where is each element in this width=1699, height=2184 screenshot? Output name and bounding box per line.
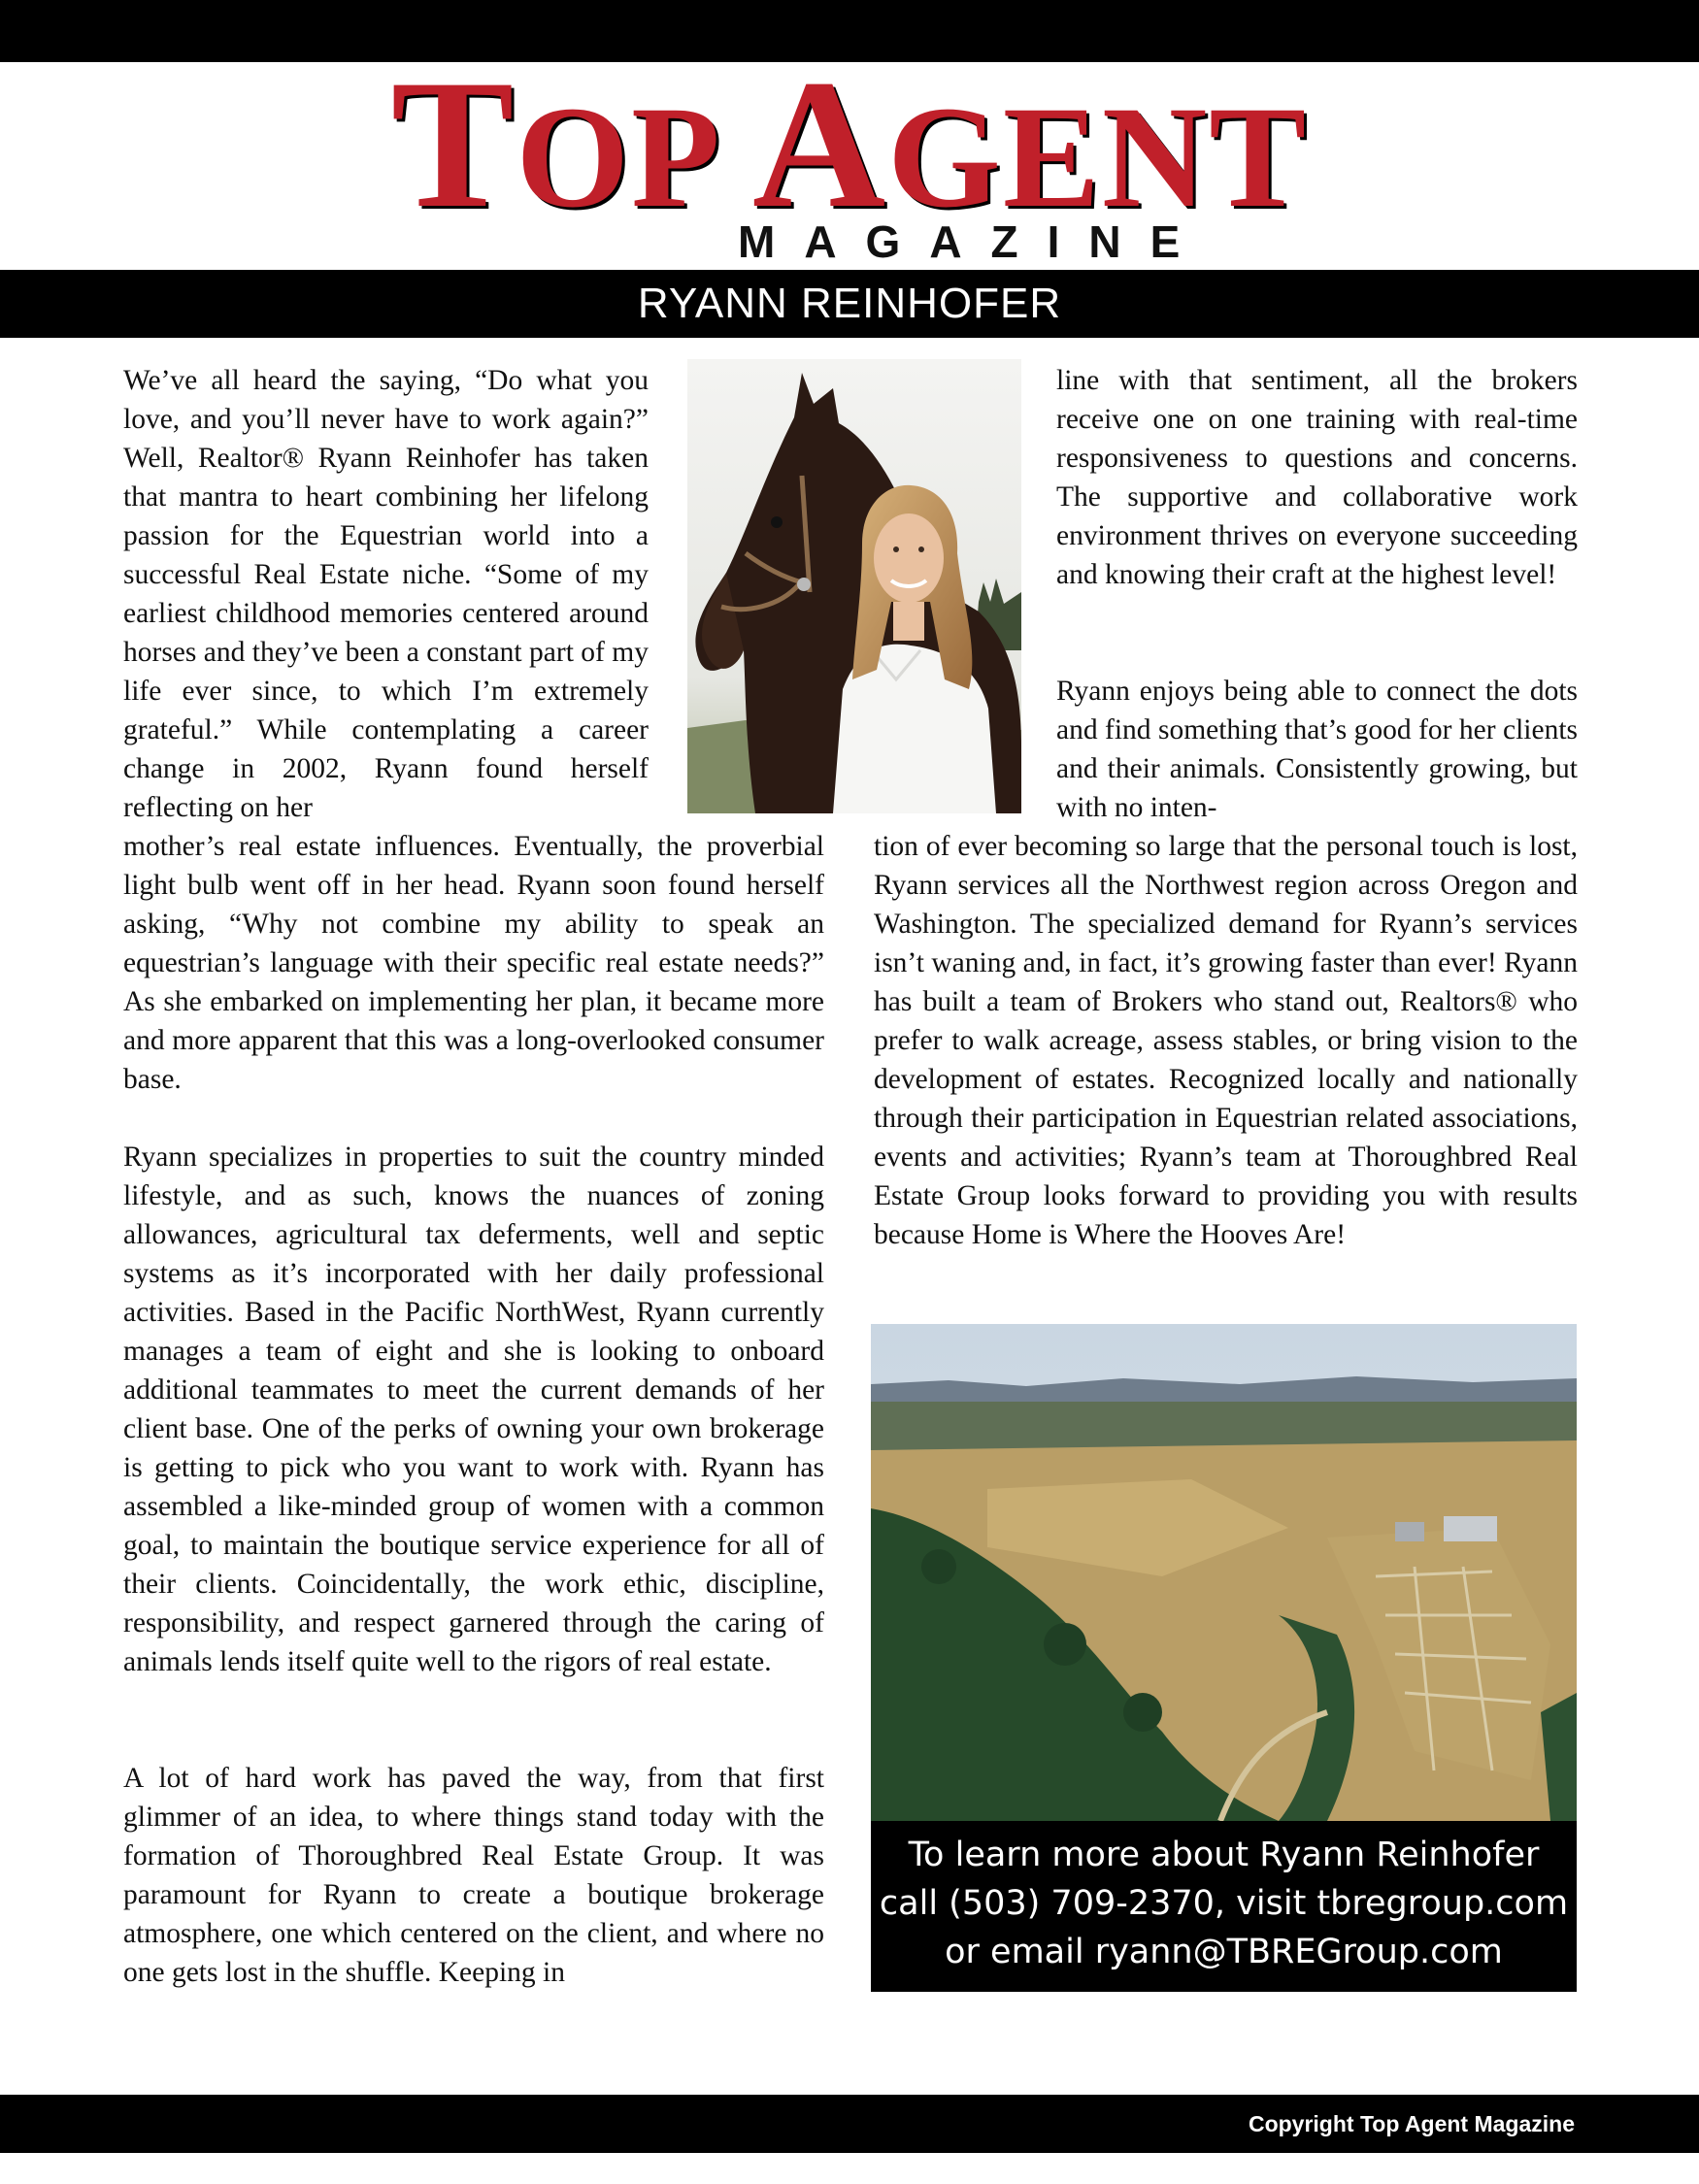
masthead <box>0 43 1699 267</box>
aerial-farm-image <box>871 1324 1577 1821</box>
contact-line-1: To learn more about Ryann Reinhofer <box>908 1836 1540 1874</box>
contact-info-box <box>871 1821 1577 1992</box>
aerial-farm-photo <box>871 1324 1577 1821</box>
article-col2-p2-wide: tion of ever becoming so large that the personal touch is lost, Ryann services all the Northwest region across Oregon and Washington. The specialized demand for Ryann’s services isn’t waning and, in fact, it’s growing faster than ever! Ryann has built a team of Brokers who stand out, Realtors® who prefer to walk acreage, assess stables, or bring vision to the development of estates. Recognized locally and nationally through their participation in Equestrian related associations, events and activities; Ryann’s team at Thoroughbred Real Estate Group looks forward to providing you with results because Home is Where the Hooves Are! <box>874 831 1578 1250</box>
article-col1-p2: Ryann specializes in properties to suit the country minded lifestyle, and as such, knows the nuances of zoning allowances, agricultural tax deferments, well and septic systems as it’s incorporated with her daily professional activities. Based in the Pacific NorthWest, Ryann currently manages a team of eight and she is looking to onboard additional teammates to meet the current demands of her client base. One of the perks of owning your own brokerage is getting to pick who you want to work with. Ryann has assembled a like-minded group of women with a common goal, to maintain the boutique service experience for all of their clients. Coincidentally, the work ethic, discipline, responsibility, and respect garnered through the caring of animals lends itself quite well to the rigors of real estate. <box>123 1142 824 1677</box>
article-col2-p2-top: Ryann enjoys being able to connect the dots and find something that’s good for her clients and their animals. Consistently growing, but with no inten- <box>1056 676 1578 823</box>
magazine-logo-subtitle: MAGAZINE <box>738 216 1210 267</box>
article-col1-p3: A lot of hard work has paved the way, from that first glimmer of an idea, to where things stand today with the formation of Thoroughbred Real Estate Group. It was paramount for Ryann to create a boutique brokerage atmosphere, one which centered on the client, and where no one gets lost in the shuffle. Keeping in <box>123 1763 824 1988</box>
copyright-text: Copyright Top Agent Magazine <box>1248 2111 1575 2136</box>
article-name-banner: RYANN REINHOFER <box>0 270 1699 338</box>
footer-bar <box>0 2095 1699 2153</box>
article-col2-p1: line with that sentiment, all the brokers receive one on one training with real-time responsiveness to questions and concerns. The supportive and collaborative work environment thrives on everyone succeeding and knowing their craft at the highest level! <box>1056 365 1578 590</box>
article-col1-wide: mother’s real estate influences. Eventually, the proverbial light bulb went off in her head. Ryann soon found herself asking, “Why not combine my ability to speak an equestrian’s language with their specific real estate needs?” As she embarked on implementing her plan, it became more and more apparent that this was a long-overlooked consumer base. <box>123 831 824 1095</box>
article-col1-top: We’ve all heard the saying, “Do what you love, and you’ll never have to work again?” Well, Realtor® Ryann Reinhofer has taken that mantra to heart combining her lifelong passion for the Equestrian world into a successful Real Estate niche. “Some of my earliest childhood memories centered around horses and they’ve been a constant part of my life ever since, to which I’m extremely grateful.” While contemplating a career change in 2002, Ryann found herself reflecting on her <box>123 365 649 823</box>
contact-line-3: or email ryann@TBREGroup.com <box>945 1933 1503 1971</box>
contact-line-2: call (503) 709-2370, visit tbregroup.com <box>879 1884 1569 1923</box>
portrait-photo <box>687 359 1021 813</box>
portrait-with-horse-image <box>687 359 1021 813</box>
magazine-logo: TOP AGENT <box>390 43 1309 247</box>
